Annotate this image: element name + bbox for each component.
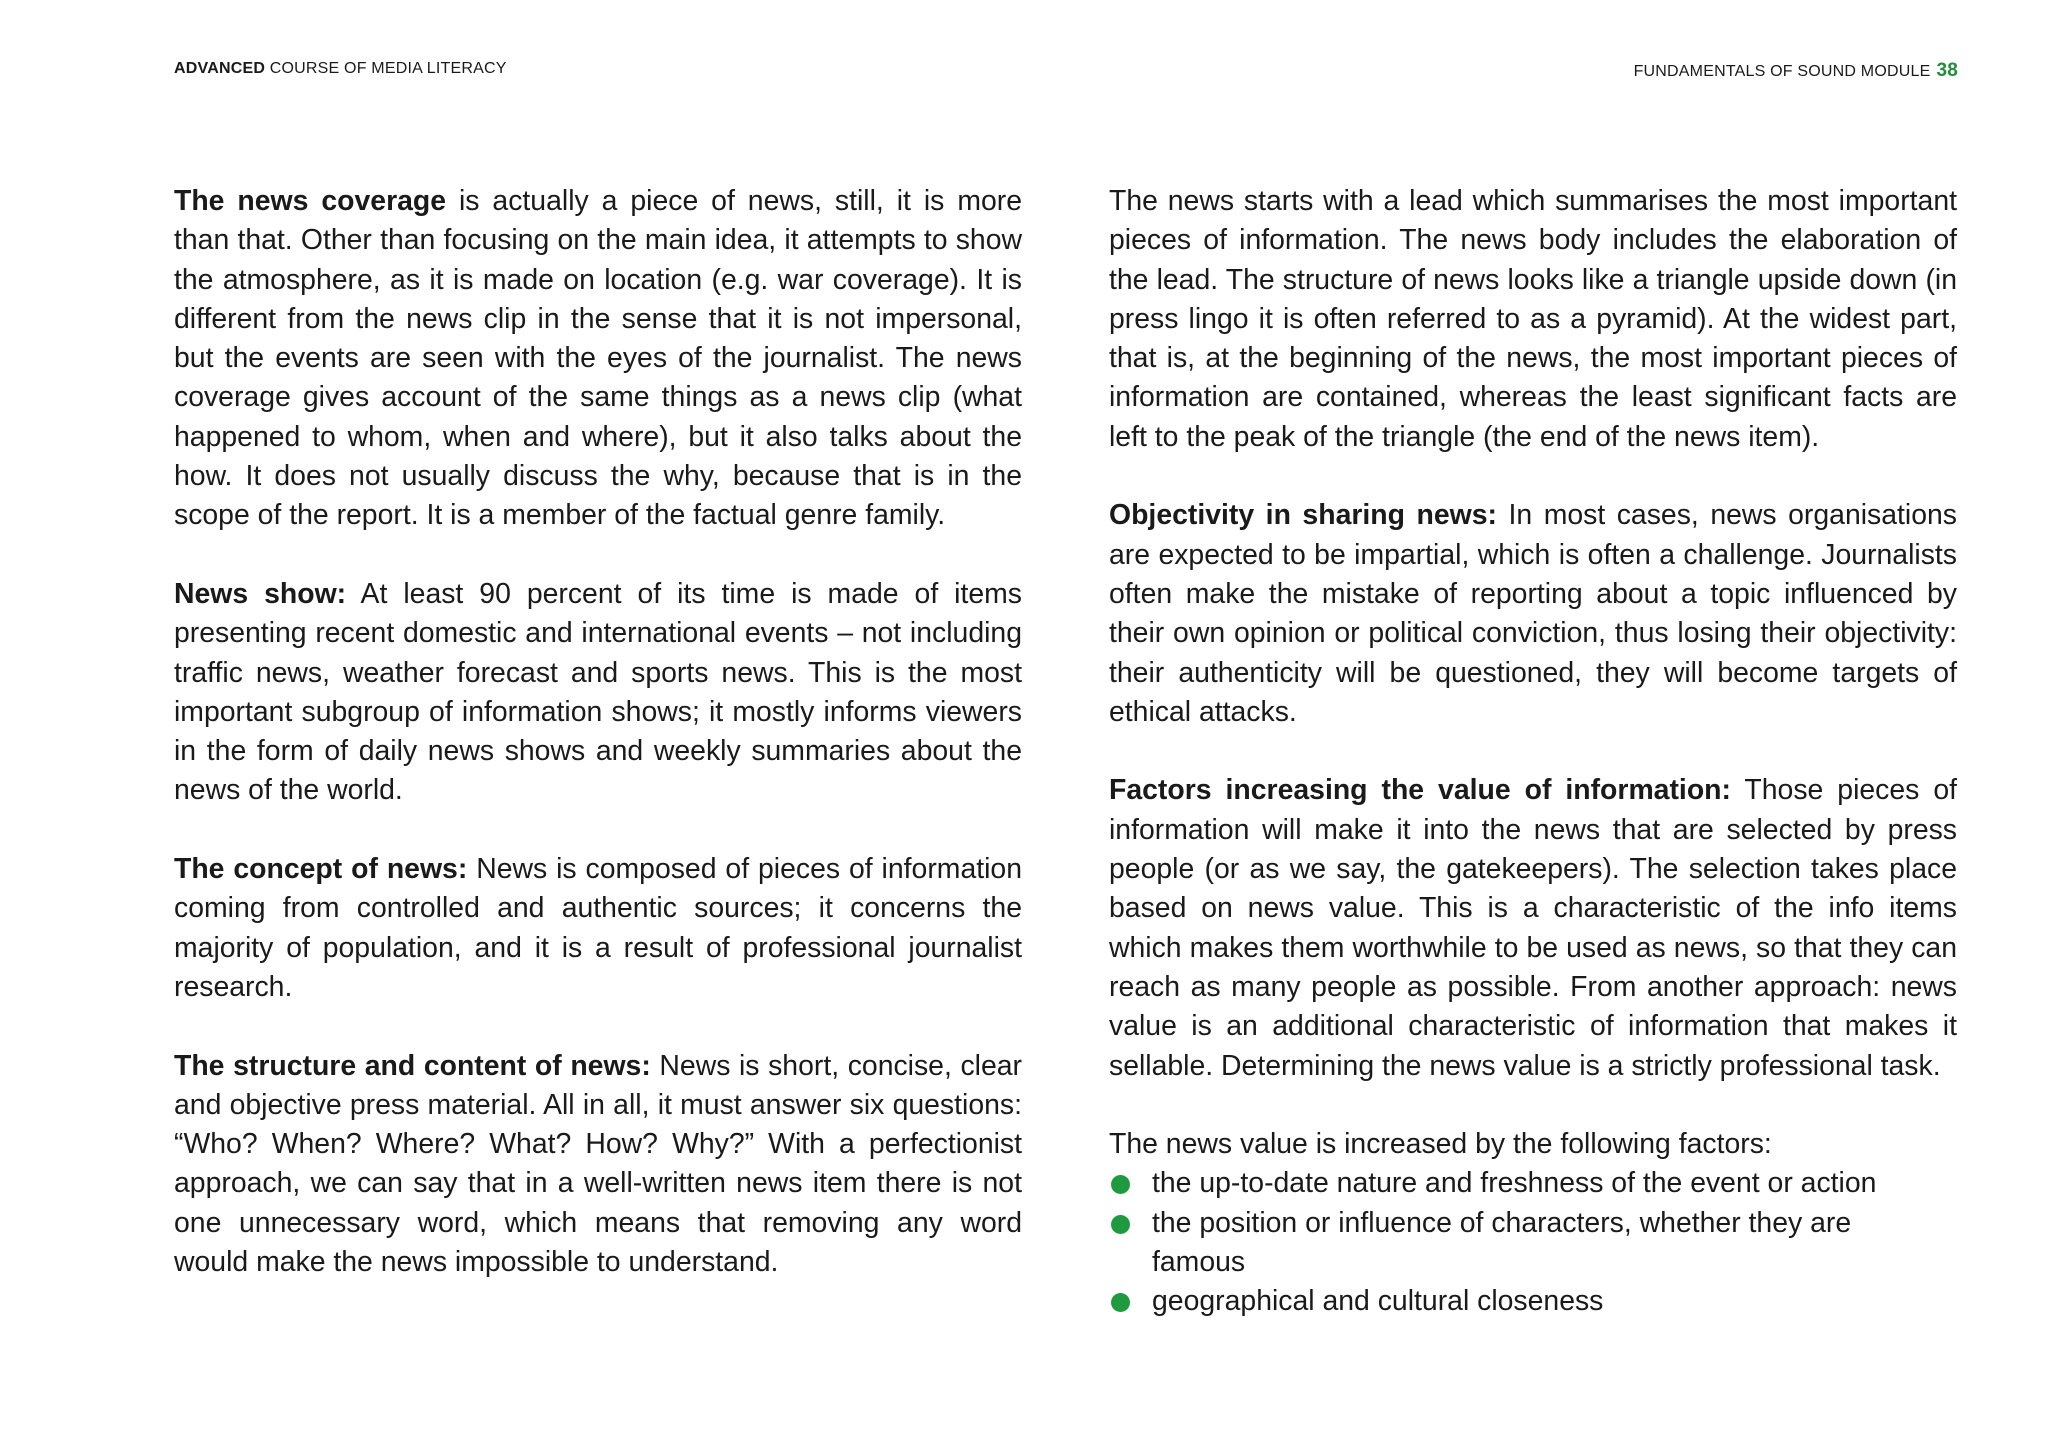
definition-concept-of-news: News is composed of pieces of information coming from controlled and authentic sources; it concerns the majority of population, and it is a result of professional journalist research. [174,853,1023,1003]
list-item-text: geographical and cultural closeness [1152,1285,1604,1318]
term-news-coverage: The news coverage [174,185,447,217]
bullet-dot-icon [1111,1293,1130,1312]
term-objectivity: Objectivity in sharing news: [1109,499,1497,532]
paragraph-value-factors [1109,771,1957,1085]
running-header-right [1634,60,1958,82]
definition-value-factors: Those pieces of information will make it into the news that are selected by press people (or as we say, the gatekeepers). The selection takes place based on news value. This is a characteristic of the info items which makes them worthwhile to be used as news, so that they can reach as many people as possible. From another approach: news value is an additional characteristic of information that makes it sellable. Determining the news value is a strictly professional task. [1109,774,1957,1082]
paragraph-concept-of-news [174,850,1022,1007]
paragraph-structure-and-content [174,1047,1022,1283]
list-item [1109,1204,1957,1283]
factor-list-intro: The news value is increased by the following factors: [1109,1128,1772,1161]
definition-objectivity: In most cases, news organisations are expected to be impartial, which is often a challenge. Journalists often make the mistake of reporting about a topic influenced by their own opinion or political conviction, thus losing their objectivity: their authenticity will be questioned, they will become targets of ethical attacks. [1109,499,1957,728]
paragraph-news-structure: The news starts with a lead which summarises the most important pieces of information. The news body includes the elaboration of the lead. The structure of news looks like a triangle upside down (in press lingo it is often referred to as a pyramid). At the widest part, that is, at the beginning of the news, the most important pieces of information are contained, whereas the least significant facts are left to the peak of the triangle (the end of the news item). [1109,185,1957,453]
header-course-level: ADVANCED [174,60,266,77]
term-value-factors: Factors increasing the value of information: [1109,774,1731,807]
bullet-dot-icon [1111,1215,1130,1234]
header-course-title: COURSE OF MEDIA LITERACY [269,60,507,77]
right-text-column [1109,182,1957,1322]
definition-news-coverage: is actually a piece of news, still, it is more than that. Other than focusing on the main idea, it attempts to show the atmosphere, as it is made on location (e.g. war coverage). It is different from the news clip in the sense that it is not impersonal, but the events are seen with the eyes of the journalist. The news coverage gives account of the same things as a news clip (what happened to whom, when and where), but it also talks about the how. It does not usually discuss the why, because that is in the scope of the report. It is a member of the factual genre family. [174,185,1023,532]
term-structure-and-content: The structure and content of news: [174,1049,651,1082]
paragraph-objectivity [1109,496,1957,732]
running-header-left [174,60,507,78]
list-item-text: the position or influence of characters, whether they are famous [1152,1206,1852,1279]
factor-list [1109,1164,1957,1321]
term-news-show: News show: [174,577,347,610]
definition-structure-and-content: News is short, concise, clear and objective press material. All in all, it must answer six questions: “Who? When? Where? What? How? Why?” With a perfectionist approach, we can say that in a well-written news item there is not one unnecessary word, which means that removing any word would make the news impossible to understand. [174,1049,1022,1279]
paragraph-news-show [174,575,1022,811]
list-item [1109,1164,1957,1203]
paragraph-news-coverage [174,182,1022,536]
bullet-dot-icon [1111,1175,1130,1194]
left-text-column [174,182,1022,1322]
term-concept-of-news: The concept of news: [174,853,468,886]
list-item [1109,1282,1957,1321]
list-item-text: the up-to-date nature and freshness of the event or action [1152,1167,1877,1200]
definition-news-show: At least 90 percent of its time is made of items presenting recent domestic and international events – not including traffic news, weather forecast and sports news. This is the most important subgroup of information shows; it mostly informs viewers in the form of daily news shows and weekly summaries about the news of the world. [174,577,1022,807]
page-number: 38 [1936,60,1958,81]
header-module-title: FUNDAMENTALS OF SOUND MODULE [1633,63,1931,80]
